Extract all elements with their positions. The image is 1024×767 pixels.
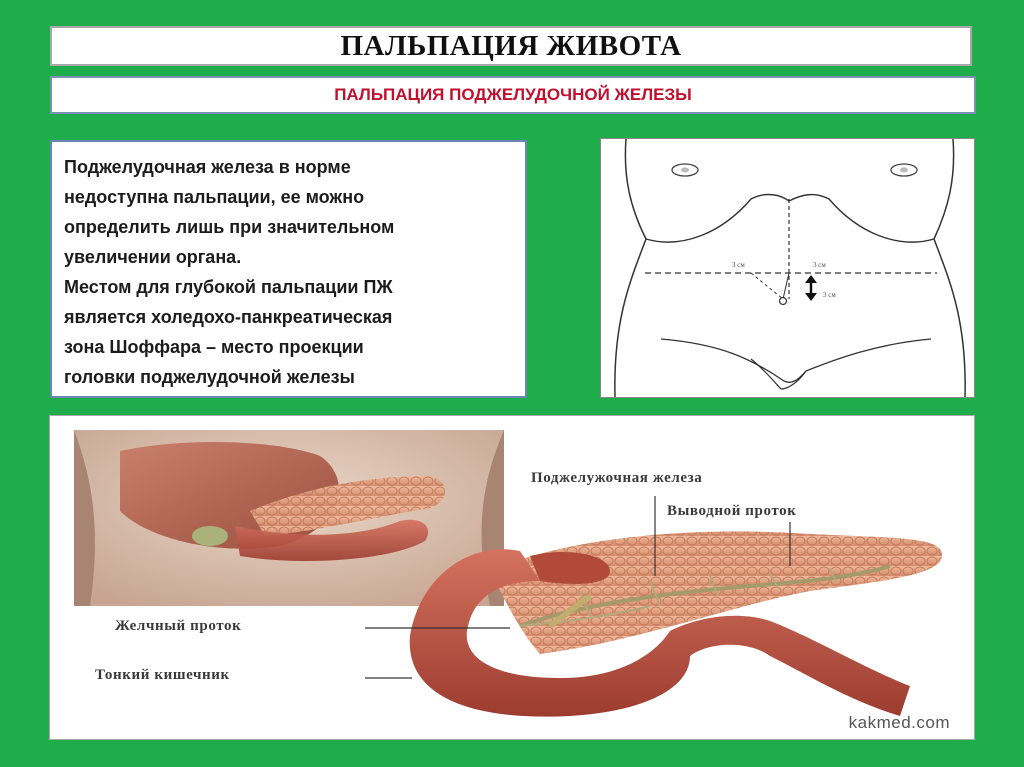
text-line-6: является холедохо-панкреатическая <box>64 307 393 327</box>
pancreas-illustration <box>50 416 974 739</box>
label-bile-duct: Желчный проток <box>115 618 242 634</box>
page-title: ПАЛЬПАЦИЯ ЖИВОТА <box>340 29 682 62</box>
text-line-5: Местом для глубокой пальпации ПЖ <box>64 277 393 297</box>
title-banner <box>50 26 972 66</box>
measure-label-down: 3 см <box>823 291 836 299</box>
label-pancreas: Поджелужочная железа <box>531 470 703 486</box>
text-line-3: определить лишь при значительном <box>64 217 395 237</box>
measure-label-right: 3 см <box>813 261 826 269</box>
text-line-4: увеличении органа. <box>64 247 242 267</box>
text-line-1: Поджелудочная железа в норме <box>64 157 351 177</box>
text-line-8: головки поджелудочной железы <box>64 367 355 387</box>
label-duct: Выводной проток <box>667 503 797 519</box>
text-line-2: недоступна пальпации, ее можно <box>64 187 365 207</box>
page-subtitle: ПАЛЬПАЦИЯ ПОДЖЕЛУДОЧНОЙ ЖЕЛЕЗЫ <box>334 85 692 104</box>
choffard-point <box>780 298 787 305</box>
text-line-7: зона Шоффара – место проекции <box>64 337 364 357</box>
subtitle-banner <box>50 76 976 114</box>
anatomy-illustration <box>49 415 975 740</box>
watermark: kakmed.com <box>848 713 950 732</box>
torso-diagram <box>600 138 975 398</box>
description-box <box>50 140 527 398</box>
torso-outline-drawing <box>601 139 974 397</box>
measure-label-left: 3 см <box>732 261 745 269</box>
label-small-intestine: Тонкий кишечник <box>95 667 230 683</box>
